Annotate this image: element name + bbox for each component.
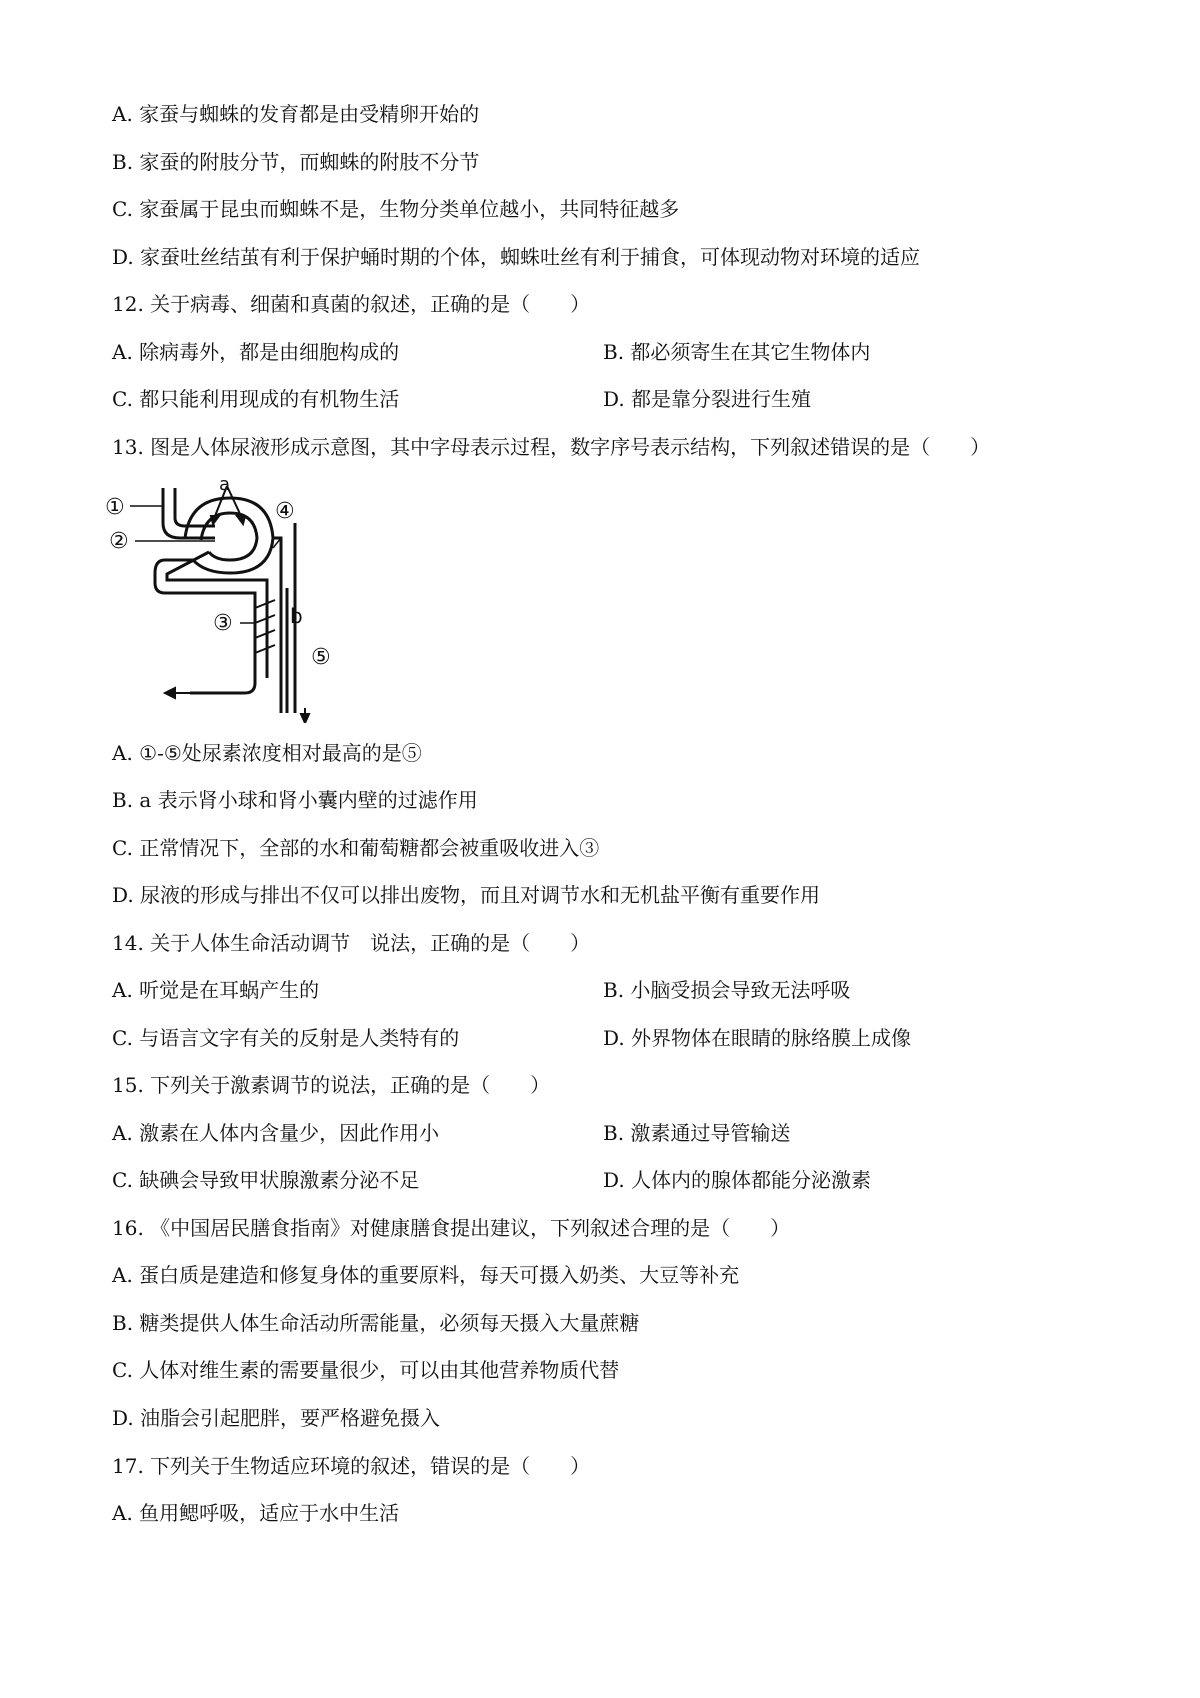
label-3: ③ bbox=[213, 611, 233, 636]
q16-stem: 16. 《中国居民膳食指南》对健康膳食提出建议，下列叙述合理的是（ ） bbox=[112, 1216, 791, 1240]
label-a: a bbox=[219, 478, 231, 495]
label-2: ② bbox=[109, 529, 129, 554]
label-1: ① bbox=[105, 495, 125, 520]
q15-option-d: D. 人体内的腺体都能分泌激素 bbox=[603, 1168, 872, 1192]
q13-option-a: A. ①-⑤处尿素浓度相对最高的是⑤ bbox=[112, 741, 422, 765]
q13-option-c: C. 正常情况下，全部的水和葡萄糖都会被重吸收进入③ bbox=[112, 836, 600, 860]
prev-option-a: A. 家蚕与蜘蛛的发育都是由受精卵开始的 bbox=[112, 102, 480, 126]
q17-stem: 17. 下列关于生物适应环境的叙述，错误的是（ ） bbox=[112, 1454, 591, 1478]
prev-option-c: C. 家蚕属于昆虫而蜘蛛不是，生物分类单位越小，共同特征越多 bbox=[112, 197, 680, 221]
q13-stem: 13. 图是人体尿液形成示意图，其中字母表示过程，数字序号表示结构，下列叙述错误的是（ ） bbox=[112, 435, 991, 459]
q12-option-c: C. 都只能利用现成的有机物生活 bbox=[112, 387, 400, 411]
q15-stem: 15. 下列关于激素调节的说法，正确的是（ ） bbox=[112, 1073, 551, 1097]
prev-option-b: B. 家蚕的附肢分节，而蜘蛛的附肢不分节 bbox=[112, 150, 480, 174]
q12-option-a: A. 除病毒外，都是由细胞构成的 bbox=[112, 340, 400, 364]
q12-option-b: B. 都必须寄生在其它生物体内 bbox=[603, 340, 871, 364]
label-b: b bbox=[290, 604, 303, 628]
q15-option-c: C. 缺碘会导致甲状腺激素分泌不足 bbox=[112, 1168, 420, 1192]
q14-option-a: A. 听觉是在耳蜗产生的 bbox=[112, 978, 320, 1002]
q16-option-b: B. 糖类提供人体生命活动所需能量，必须每天摄入大量蔗糖 bbox=[112, 1311, 640, 1335]
q14-stem: 14. 关于人体生命活动调节 说法，正确的是（ ） bbox=[112, 931, 591, 955]
q15-option-a: A. 激素在人体内含量少，因此作用小 bbox=[112, 1121, 440, 1145]
q12-option-d: D. 都是靠分裂进行生殖 bbox=[603, 387, 812, 411]
q16-option-a: A. 蛋白质是建造和修复身体的重要原料，每天可摄入奶类、大豆等补充 bbox=[112, 1263, 740, 1287]
q17-option-a: A. 鱼用鳃呼吸，适应于水中生活 bbox=[112, 1501, 400, 1525]
label-4: ④ bbox=[275, 499, 295, 524]
q15-option-b: B. 激素通过导管输送 bbox=[603, 1121, 791, 1145]
q16-option-c: C. 人体对维生素的需要量很少，可以由其他营养物质代替 bbox=[112, 1358, 620, 1382]
prev-option-d: D. 家蚕吐丝结茧有利于保护蛹时期的个体，蜘蛛吐丝有利于捕食，可体现动物对环境的适应 bbox=[112, 245, 921, 269]
q14-option-d: D. 外界物体在眼睛的脉络膜上成像 bbox=[603, 1026, 912, 1050]
urine-formation-diagram bbox=[105, 478, 365, 723]
q14-option-b: B. 小脑受损会导致无法呼吸 bbox=[603, 978, 851, 1002]
label-5: ⑤ bbox=[311, 645, 331, 670]
q13-option-d: D. 尿液的形成与排出不仅可以排出废物，而且对调节水和无机盐平衡有重要作用 bbox=[112, 883, 821, 907]
q13-option-b: B. a 表示肾小球和肾小囊内壁的过滤作用 bbox=[112, 788, 478, 812]
q12-stem: 12. 关于病毒、细菌和真菌的叙述，正确的是（ ） bbox=[112, 292, 591, 316]
q16-option-d: D. 油脂会引起肥胖，要严格避免摄入 bbox=[112, 1406, 441, 1430]
q14-option-c: C. 与语言文字有关的反射是人类特有的 bbox=[112, 1026, 460, 1050]
